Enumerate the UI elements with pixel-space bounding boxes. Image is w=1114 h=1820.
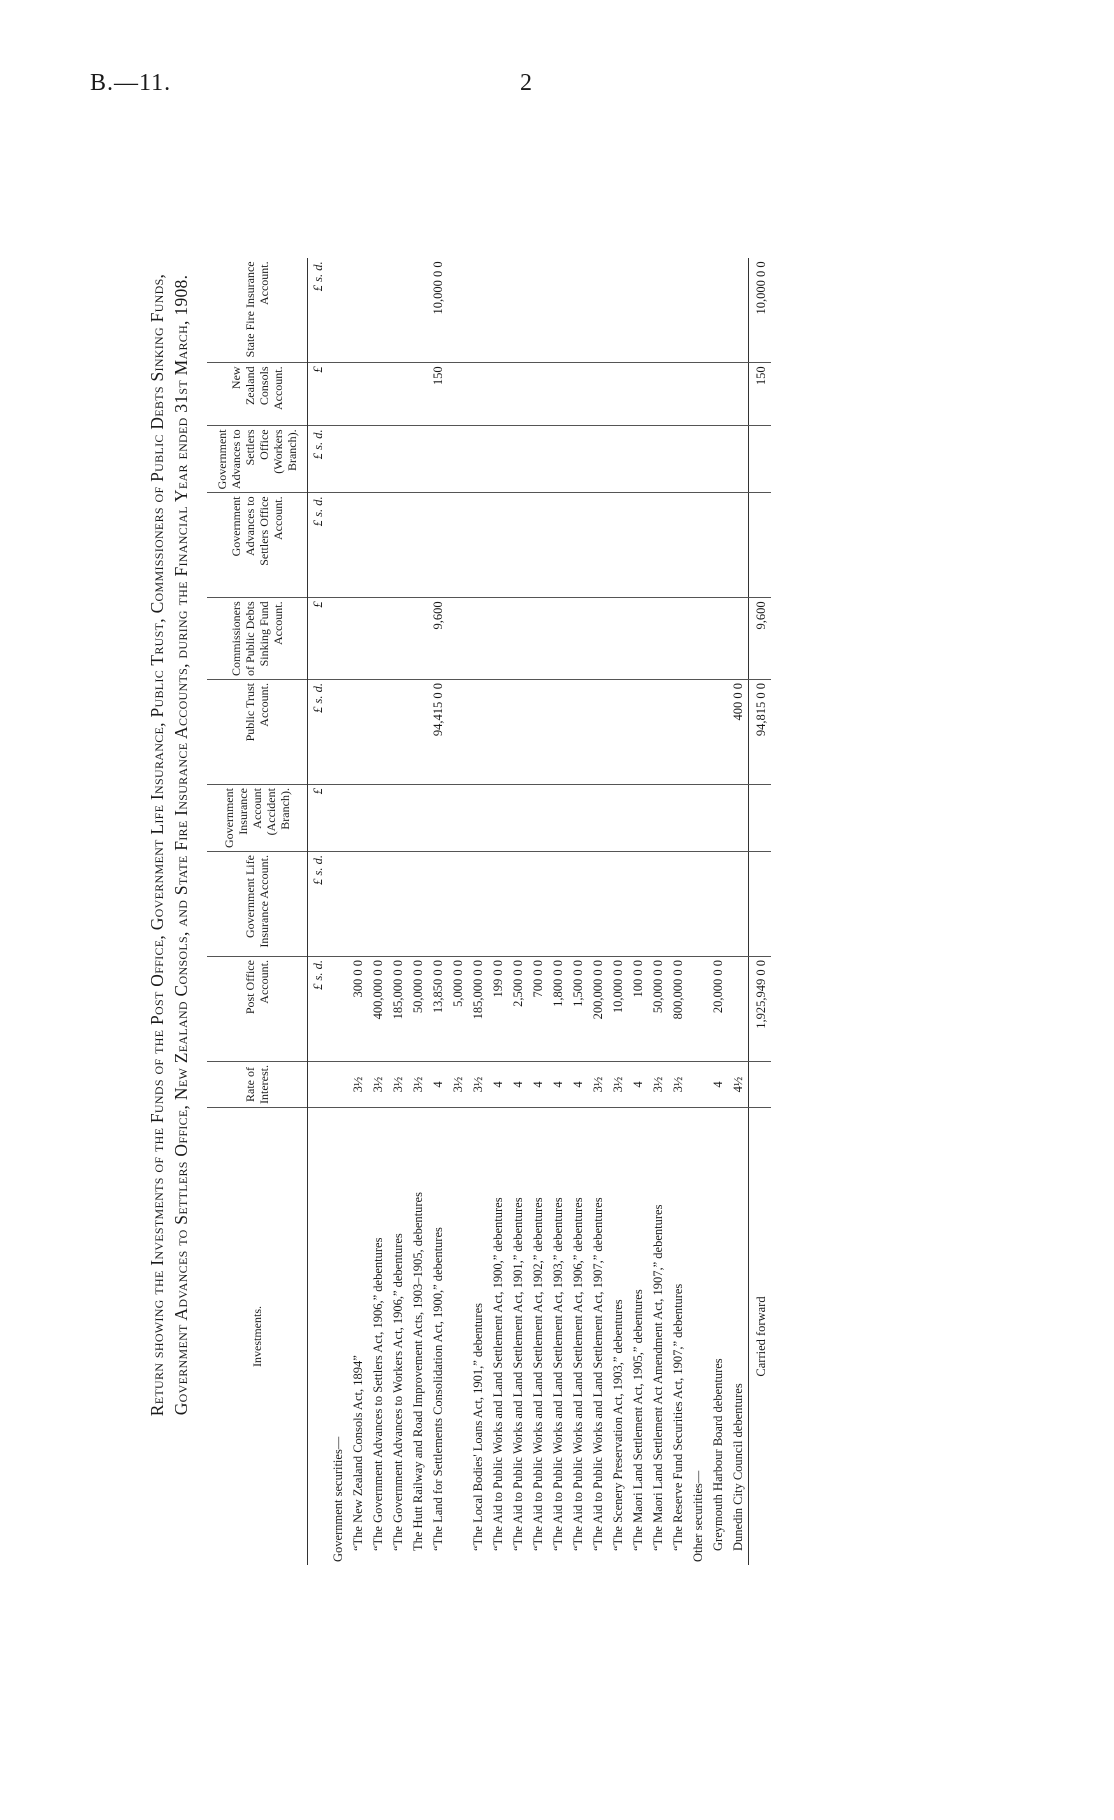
interest-rate: 3½ (348, 1062, 368, 1108)
public-trust-amount (688, 680, 708, 785)
table-row (548, 258, 568, 1565)
nz-consols-amount (408, 363, 428, 426)
interest-rate: 3½ (668, 1062, 688, 1108)
advances-settlers-amount (528, 493, 548, 598)
sinking-fund-amount (588, 598, 608, 680)
unit-lsd: £ s. d. (308, 680, 329, 785)
advances-settlers-amount (548, 493, 568, 598)
nz-consols-amount (388, 363, 408, 426)
sinking-fund-amount (528, 598, 548, 680)
interest-rate: 4 (708, 1062, 728, 1108)
state-fire-amount (528, 258, 548, 363)
title-line-1: Return showing the Investments of the Funds of the Post Office, Government Life Insurance, Public Trust, Commissioners of Public Debts Sinking Funds, (147, 273, 167, 1417)
state-fire-amount (708, 258, 728, 363)
table-row (508, 258, 528, 1565)
page-number: 2 (520, 70, 532, 96)
state-fire-amount (628, 258, 648, 363)
advances-workers-amount (328, 426, 348, 493)
public-trust-amount (408, 680, 428, 785)
interest-rate: 4 (568, 1062, 588, 1108)
interest-rate: 3½ (608, 1062, 628, 1108)
col-public-trust: Public Trust Account. (207, 680, 308, 785)
unit-pound: £ (308, 785, 329, 852)
nz-consols-amount (588, 363, 608, 426)
state-fire-amount (588, 258, 608, 363)
nz-consols-amount (608, 363, 628, 426)
life-insurance-amount (688, 852, 708, 957)
advances-settlers-amount (668, 493, 688, 598)
sinking-fund-amount (628, 598, 648, 680)
investment-name: “The Reserve Fund Securities Act, 1907,” debentures (668, 1108, 688, 1566)
investment-name (448, 1108, 468, 1566)
col-advances-settlers: Government Advances to Settlers Office Account. (207, 493, 308, 598)
life-insurance-amount (368, 852, 388, 957)
life-accident-amount (508, 785, 528, 852)
post-office-amount: 1,800 0 0 (548, 957, 568, 1062)
life-accident-amount (728, 785, 749, 852)
sinking-fund-amount (348, 598, 368, 680)
advances-settlers-amount (708, 493, 728, 598)
life-accident-amount (348, 785, 368, 852)
interest-rate: 3½ (368, 1062, 388, 1108)
nz-consols-amount (448, 363, 468, 426)
table-row (668, 258, 688, 1565)
table-row (648, 258, 668, 1565)
public-trust-amount (388, 680, 408, 785)
post-office-amount: 400,000 0 0 (368, 957, 388, 1062)
interest-rate: 4 (528, 1062, 548, 1108)
life-insurance-amount (708, 852, 728, 957)
state-fire-amount (648, 258, 668, 363)
nz-consols-amount (348, 363, 368, 426)
interest-rate: 4 (508, 1062, 528, 1108)
nz-consols-amount (528, 363, 548, 426)
sinking-fund-amount (728, 598, 749, 680)
table-row (628, 258, 648, 1565)
life-accident-amount (468, 785, 488, 852)
unit-pound: £ (308, 363, 329, 426)
advances-workers-amount (668, 426, 688, 493)
advances-workers-amount (568, 426, 588, 493)
life-insurance-amount (668, 852, 688, 957)
life-insurance-amount (508, 852, 528, 957)
post-office-amount: 300 0 0 (348, 957, 368, 1062)
state-fire-amount (548, 258, 568, 363)
sinking-fund-amount (368, 598, 388, 680)
life-insurance-amount (548, 852, 568, 957)
post-office-amount: 1,500 0 0 (568, 957, 588, 1062)
total-sinking-fund: 9,600 (749, 598, 772, 680)
interest-rate: 4½ (728, 1062, 749, 1108)
advances-workers-amount (348, 426, 368, 493)
state-fire-amount (468, 258, 488, 363)
col-sinking-fund: Commissioners of Public Debts Sinking Fund Account. (207, 598, 308, 680)
advances-workers-amount (648, 426, 668, 493)
advances-workers-amount (488, 426, 508, 493)
table-row (448, 258, 468, 1565)
public-trust-amount (648, 680, 668, 785)
unit-lsd: £ s. d. (308, 426, 329, 493)
life-accident-amount (648, 785, 668, 852)
table-row (688, 258, 708, 1565)
table-row (488, 258, 508, 1565)
sinking-fund-amount (448, 598, 468, 680)
advances-settlers-amount (588, 493, 608, 598)
life-insurance-amount (428, 852, 448, 957)
interest-rate: 3½ (388, 1062, 408, 1108)
table-row (568, 258, 588, 1565)
advances-workers-amount (428, 426, 448, 493)
investment-name: Government securities— (328, 1108, 348, 1566)
table-row (708, 258, 728, 1565)
sinking-fund-amount (508, 598, 528, 680)
nz-consols-amount (708, 363, 728, 426)
investment-name: “The Land for Settlements Consolidation Act, 1900,” debentures (428, 1108, 448, 1566)
advances-settlers-amount (608, 493, 628, 598)
state-fire-amount (488, 258, 508, 363)
table-row (348, 258, 368, 1565)
rotated-page-content (145, 5, 1105, 1685)
advances-settlers-amount (408, 493, 428, 598)
sinking-fund-amount (488, 598, 508, 680)
post-office-amount: 200,000 0 0 (588, 957, 608, 1062)
investment-name: The Hutt Railway and Road Improvement Acts, 1903–1905, debentures (408, 1108, 428, 1566)
investments-table (207, 258, 771, 1565)
public-trust-amount (368, 680, 388, 785)
table-row (608, 258, 628, 1565)
advances-workers-amount (708, 426, 728, 493)
public-trust-amount (548, 680, 568, 785)
state-fire-amount (568, 258, 588, 363)
investment-name: Dunedin City Council debentures (728, 1108, 749, 1566)
nz-consols-amount (648, 363, 668, 426)
table-row (728, 258, 749, 1565)
col-life-insurance: Government Life Insurance Account. (207, 852, 308, 957)
life-insurance-amount (468, 852, 488, 957)
public-trust-amount (448, 680, 468, 785)
advances-settlers-amount (348, 493, 368, 598)
state-fire-amount (728, 258, 749, 363)
life-insurance-amount (608, 852, 628, 957)
interest-rate: 4 (628, 1062, 648, 1108)
advances-workers-amount (468, 426, 488, 493)
advances-settlers-amount (388, 493, 408, 598)
col-rate: Rate of Interest. (207, 1062, 308, 1108)
public-trust-amount (708, 680, 728, 785)
sinking-fund-amount (568, 598, 588, 680)
life-insurance-amount (408, 852, 428, 957)
nz-consols-amount (568, 363, 588, 426)
advances-workers-amount (368, 426, 388, 493)
state-fire-amount (688, 258, 708, 363)
public-trust-amount (528, 680, 548, 785)
nz-consols-amount (488, 363, 508, 426)
life-accident-amount (428, 785, 448, 852)
life-insurance-amount (728, 852, 749, 957)
nz-consols-amount (688, 363, 708, 426)
investment-name: “The Government Advances to Settlers Act, 1906,” debentures (368, 1108, 388, 1566)
advances-workers-amount (628, 426, 648, 493)
advances-settlers-amount (468, 493, 488, 598)
state-fire-amount (668, 258, 688, 363)
sinking-fund-amount (388, 598, 408, 680)
investment-name: Greymouth Harbour Board debentures (708, 1108, 728, 1566)
public-trust-amount (588, 680, 608, 785)
advances-settlers-amount (328, 493, 348, 598)
header-row (207, 258, 308, 1565)
table-row (468, 258, 488, 1565)
post-office-amount (688, 957, 708, 1062)
post-office-amount: 13,850 0 0 (428, 957, 448, 1062)
sinking-fund-amount (688, 598, 708, 680)
state-fire-amount (328, 258, 348, 363)
state-fire-amount (508, 258, 528, 363)
sinking-fund-amount (468, 598, 488, 680)
sinking-fund-amount (608, 598, 628, 680)
post-office-amount: 50,000 0 0 (408, 957, 428, 1062)
nz-consols-amount (368, 363, 388, 426)
life-insurance-amount (488, 852, 508, 957)
nz-consols-amount (668, 363, 688, 426)
post-office-amount: 185,000 0 0 (468, 957, 488, 1062)
unit-lsd: £ s. d. (308, 852, 329, 957)
investment-name: “The Aid to Public Works and Land Settlement Act, 1906,” debentures (568, 1108, 588, 1566)
interest-rate: 3½ (408, 1062, 428, 1108)
public-trust-amount (568, 680, 588, 785)
unit-pound: £ (308, 598, 329, 680)
table-row (428, 258, 448, 1565)
total-nz-consols: 150 (749, 363, 772, 426)
nz-consols-amount (548, 363, 568, 426)
total-label: Carried forward (749, 1108, 772, 1566)
life-accident-amount (588, 785, 608, 852)
sinking-fund-amount (668, 598, 688, 680)
sinking-fund-amount (408, 598, 428, 680)
life-insurance-amount (348, 852, 368, 957)
post-office-amount: 100 0 0 (628, 957, 648, 1062)
unit-lsd: £ s. d. (308, 957, 329, 1062)
post-office-amount: 5,000 0 0 (448, 957, 468, 1062)
life-accident-amount (388, 785, 408, 852)
sinking-fund-amount (708, 598, 728, 680)
advances-workers-amount (408, 426, 428, 493)
life-accident-amount (568, 785, 588, 852)
life-accident-amount (688, 785, 708, 852)
state-fire-amount (348, 258, 368, 363)
public-trust-amount: 94,415 0 0 (428, 680, 448, 785)
total-public-trust: 94,815 0 0 (749, 680, 772, 785)
nz-consols-amount (328, 363, 348, 426)
nz-consols-amount (628, 363, 648, 426)
sinking-fund-amount (548, 598, 568, 680)
life-accident-amount (668, 785, 688, 852)
interest-rate (688, 1062, 708, 1108)
life-accident-amount (448, 785, 468, 852)
investment-name: “The Local Bodies' Loans Act, 1901,” debentures (468, 1108, 488, 1566)
life-accident-amount (328, 785, 348, 852)
sinking-fund-amount (328, 598, 348, 680)
state-fire-amount (408, 258, 428, 363)
table-row (368, 258, 388, 1565)
post-office-amount: 800,000 0 0 (668, 957, 688, 1062)
interest-rate: 4 (428, 1062, 448, 1108)
advances-settlers-amount (648, 493, 668, 598)
advances-settlers-amount (488, 493, 508, 598)
post-office-amount: 2,500 0 0 (508, 957, 528, 1062)
life-insurance-amount (448, 852, 468, 957)
total-state-fire: 10,000 0 0 (749, 258, 772, 363)
public-trust-amount (668, 680, 688, 785)
units-row (308, 258, 329, 1565)
life-insurance-amount (648, 852, 668, 957)
life-accident-amount (548, 785, 568, 852)
advances-workers-amount (528, 426, 548, 493)
post-office-amount: 10,000 0 0 (608, 957, 628, 1062)
advances-workers-amount (548, 426, 568, 493)
investment-name: “The Government Advances to Workers Act, 1906,” debentures (388, 1108, 408, 1566)
document-reference: B.—11. (90, 70, 172, 96)
investment-name: “The Aid to Public Works and Land Settlement Act, 1901,” debentures (508, 1108, 528, 1566)
interest-rate: 3½ (448, 1062, 468, 1108)
post-office-amount: 50,000 0 0 (648, 957, 668, 1062)
sinking-fund-amount: 9,600 (428, 598, 448, 680)
life-accident-amount (708, 785, 728, 852)
col-life-accident: Government Insurance Account (Accident Branch). (207, 785, 308, 852)
document-title (145, 5, 193, 1685)
state-fire-amount (608, 258, 628, 363)
interest-rate: 4 (488, 1062, 508, 1108)
table-row (388, 258, 408, 1565)
table-row (408, 258, 428, 1565)
advances-settlers-amount (448, 493, 468, 598)
table-row (328, 258, 348, 1565)
life-insurance-amount (628, 852, 648, 957)
nz-consols-amount (508, 363, 528, 426)
life-insurance-amount (328, 852, 348, 957)
interest-rate: 3½ (468, 1062, 488, 1108)
public-trust-amount (608, 680, 628, 785)
investment-name: “The Maori Land Settlement Act, 1905,” debentures (628, 1108, 648, 1566)
col-post-office: Post Office Account. (207, 957, 308, 1062)
post-office-amount: 185,000 0 0 (388, 957, 408, 1062)
advances-settlers-amount (688, 493, 708, 598)
life-accident-amount (408, 785, 428, 852)
post-office-amount (728, 957, 749, 1062)
advances-workers-amount (388, 426, 408, 493)
advances-workers-amount (728, 426, 749, 493)
public-trust-amount (628, 680, 648, 785)
advances-settlers-amount (728, 493, 749, 598)
investment-name: “The Aid to Public Works and Land Settlement Act, 1902,” debentures (528, 1108, 548, 1566)
life-accident-amount (528, 785, 548, 852)
life-insurance-amount (588, 852, 608, 957)
life-accident-amount (628, 785, 648, 852)
table-row (528, 258, 548, 1565)
investment-name: “The Aid to Public Works and Land Settlement Act, 1900,” debentures (488, 1108, 508, 1566)
public-trust-amount (468, 680, 488, 785)
investment-name: Other securities— (688, 1108, 708, 1566)
life-insurance-amount (568, 852, 588, 957)
investment-name: “The Aid to Public Works and Land Settlement Act, 1903,” debentures (548, 1108, 568, 1566)
carried-forward-row (749, 258, 772, 1565)
public-trust-amount: 400 0 0 (728, 680, 749, 785)
state-fire-amount (368, 258, 388, 363)
state-fire-amount (388, 258, 408, 363)
post-office-amount: 199 0 0 (488, 957, 508, 1062)
post-office-amount: 700 0 0 (528, 957, 548, 1062)
life-accident-amount (608, 785, 628, 852)
post-office-amount (328, 957, 348, 1062)
nz-consols-amount (468, 363, 488, 426)
life-insurance-amount (388, 852, 408, 957)
nz-consols-amount (728, 363, 749, 426)
life-insurance-amount (528, 852, 548, 957)
advances-settlers-amount (368, 493, 388, 598)
public-trust-amount (348, 680, 368, 785)
state-fire-amount: 10,000 0 0 (431, 261, 445, 315)
col-investments: Investments. (207, 1108, 308, 1566)
investment-name: “The Maori Land Settlement Act Amendment Act, 1907,” debentures (648, 1108, 668, 1566)
advances-workers-amount (688, 426, 708, 493)
interest-rate: 3½ (648, 1062, 668, 1108)
investment-name: “The Scenery Preservation Act, 1903,” debentures (608, 1108, 628, 1566)
life-accident-amount (488, 785, 508, 852)
state-fire-amount (448, 258, 468, 363)
nz-consols-amount: 150 (428, 363, 448, 426)
sinking-fund-amount (648, 598, 668, 680)
advances-settlers-amount (628, 493, 648, 598)
table-body (328, 258, 749, 1565)
unit-lsd: £ s. d. (308, 493, 329, 598)
investment-name: “The New Zealand Consols Act, 1894” (348, 1108, 368, 1566)
public-trust-amount (328, 680, 348, 785)
title-line-2: Government Advances to Settlers Office, New Zealand Consols, and State Fire Insurance Accounts, during the Financial Year ended 31st March, 1908. (171, 274, 191, 1416)
post-office-amount: 20,000 0 0 (708, 957, 728, 1062)
interest-rate: 3½ (588, 1062, 608, 1108)
advances-workers-amount (448, 426, 468, 493)
col-advances-workers: Government Advances to Settlers Office (Workers Branch). (207, 426, 308, 493)
advances-workers-amount (588, 426, 608, 493)
life-accident-amount (368, 785, 388, 852)
col-state-fire: State Fire Insurance Account. (207, 258, 308, 363)
advances-workers-amount (608, 426, 628, 493)
unit-lsd: £ s. d. (311, 261, 325, 292)
advances-workers-amount (508, 426, 528, 493)
total-post-office: 1,925,949 0 0 (749, 957, 772, 1062)
table-row (588, 258, 608, 1565)
public-trust-amount (508, 680, 528, 785)
advances-settlers-amount (508, 493, 528, 598)
investment-name: “The Aid to Public Works and Land Settlement Act, 1907,” debentures (588, 1108, 608, 1566)
interest-rate (328, 1062, 348, 1108)
public-trust-amount (488, 680, 508, 785)
interest-rate: 4 (548, 1062, 568, 1108)
advances-settlers-amount (428, 493, 448, 598)
col-nz-consols: New Zealand Consols Account. (207, 363, 308, 426)
advances-settlers-amount (568, 493, 588, 598)
